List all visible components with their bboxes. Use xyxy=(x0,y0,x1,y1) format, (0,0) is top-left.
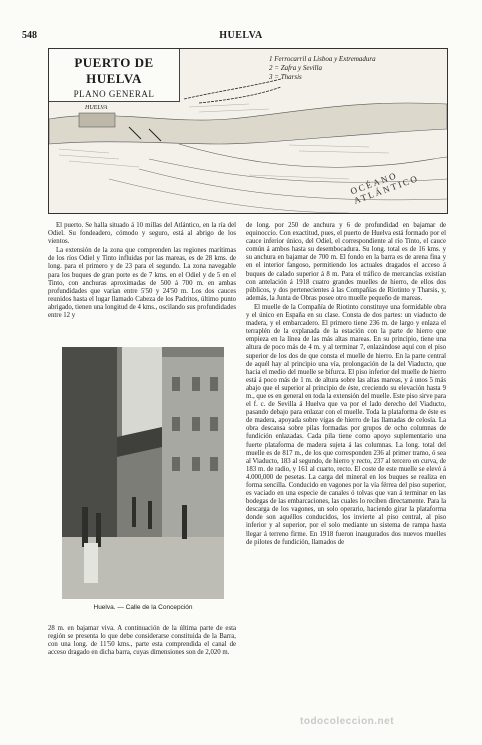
running-head: HUELVA xyxy=(219,30,263,41)
paragraph: El muelle de la Compañía de Riotinto constituye una formidable obra y el único en España en su clase. Consta de dos partes: un viaducto de madera, y el embarcadero. El primero tiene 236 m. de largo y enlaza el terraplén de la explanada de la estación con la parte de hierro que empieza en la línea de las más altas mareas. En su principio, tiene una altura de poco más de 4 m. y al terminar 7, enlazándose aquí con el piso superior de los dos de que consta el muelle de hierro. En la parte central de aquél hay al principio una vía, prolongación de la del Viaducto, que hacia el medio del muelle se bifurca. El piso inferior del muelle de hierro está á poco más de 1 m. de altura sobre las altas mareas, y á unos 5 más abajo que el superior al principio de éste, creciendo su elevación hasta 9 m., que es en general en toda la extensión del muelle. Este piso sirve para el f. c. de Sevilla á Huelva que va por el lado derecho del Viaducto, pasando debajo para enlazar con el muelle. Toda la plataforma de éste es de madera, apoyada sobre vigas de hierro de las llamadas de celosía. La obra descansa sobre pilas formadas por grupos de ocho columnas de fundición enlazadas. Cada pila tiene como apoyo suplementario una fuerte plataforma de madera sujeta á las columnas. La long. total del muelle es de 817 m., de los que corresponden 236 al primer tramo, ó sea al Viaducto, 183 al segundo, de hierro y recto, 237 al tercero en curva, de 183 m. de radio, y 161 al cuarto, recto. El coste de este muelle se elevó á 4.000,000 de pesetas. La carga del mineral en los buques se realiza en forma sencilla. Conducido en vagones por la vía férrea del piso superior, es vaciado en una especie de canales ó tolvas que van á terminar en las bodegas de las embarcaciones, las cuales lo reciben directamente. Para la descarga de los vagones, un solo operario, haciendo girar la plataforma donde son aquéllos conducidos, los invierte al piso central, al piso inferior y al superior, por el solo mediante un sistema de rampa hasta llegar á terreno firme. En 1918 fueron inaugurados dos nuevos muelles de pilotes de fundición, llamados de xyxy=(246,303,446,546)
map-title: PUERTO DE HUELVA xyxy=(74,55,154,86)
legend-item: 2 = Zafra y Sevilla xyxy=(269,64,322,72)
photo-caption: Huelva. — Calle de la Concepción xyxy=(93,604,193,611)
watermark: todocoleccion.net xyxy=(300,716,395,727)
legend-item: 1 Ferrocarril a Lisboa y Extremadura xyxy=(269,55,376,63)
map-legend xyxy=(269,55,445,82)
map-place-label: HUELVA xyxy=(85,105,108,111)
paragraph: 28 m. en bajamar viva. A continuación de la última parte de esta región se presenta lo que debe considerarse constituida de la Barra, con una long. de 11'50 kms., parte esta comprendida el canal de acceso dragado en dicha barra, cuyas dimensiones son de 2,020 m. xyxy=(48,625,236,657)
article-right-column xyxy=(246,222,446,548)
paragraph: El puerto. Se halla situado á 10 millas del Atlántico, en la ría del Odiel. Su fondeadero, cómodo y seguro, está al abrigo de los vientos. xyxy=(48,222,236,246)
paragraph: La extensión de la zona que comprenden las regiones marítimas de los ríos Odiel y Tinto influidas por las mareas, es de 28 kms. de long. para el primero y de 23 para el segundo. La zona navegable para los buques de gran porte es de 7 kms. en el Odiel y de 5 en el Tinto, con anchuras aproximadas de 500 á 700 m. en ambas profundidades que varían entre 5'50 y 24'50 m. Los dos cauces reunidos hasta el lugar llamado Cabeza de los Padritos, último punto abrigado, tienen una longitud de 4 kms., oscilando sus profundidades entre 12 y xyxy=(48,247,237,320)
map-subtitle: PLANO GENERAL xyxy=(73,89,155,99)
map-title-box xyxy=(49,49,180,102)
photo-drawing xyxy=(62,347,224,599)
article-left-bottom xyxy=(48,625,236,658)
page-header xyxy=(0,0,482,48)
legend-item: 3 = Tharsis xyxy=(269,73,302,81)
port-map xyxy=(48,48,448,214)
map-sea-label: OCÉANO ATLÁNTICO xyxy=(349,170,421,206)
page-number: 548 xyxy=(22,30,37,41)
article-left-column xyxy=(48,222,236,321)
paragraph: de long. por 250 de anchura y 6 de profundidad en bajamar de equinoccio. Con exactitud, pues, el puerto de Huelva está formado por el cauce inferior único, del Odiel, el correspondiente al río Tinto, el cauce común á ambos hasta su desembocadura. Su long. total es de 16 kms. y su anchura en bajamar de 700 m. El fondo en la barra es de arena fina y en el interior fangoso, permitiendo los actuales dragados el acceso á buques de calado superior á 8 m. Para el tráfico de mercancías existían con antelación á 1918 cuatro grandes muelles de hierro, de ellos dos públicos, y dos pertenecientes á las Compañías de Riotinto y Tharsis, y, además, la Junta de Obras posee otro muelle pequeño de mareas. xyxy=(246,222,446,302)
street-photo xyxy=(62,347,224,599)
